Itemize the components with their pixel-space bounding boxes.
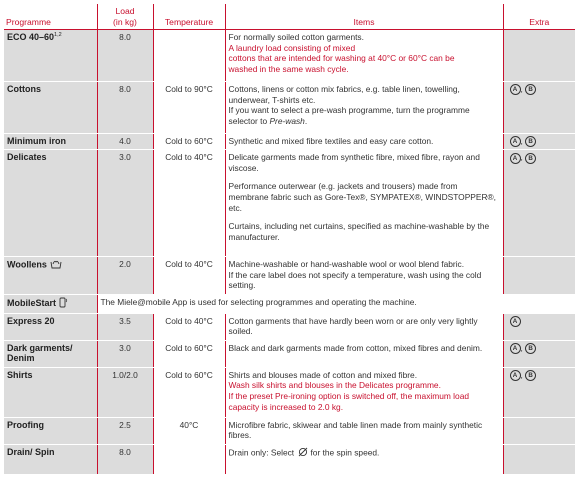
- table-row: [4, 340, 575, 367]
- no-spin-icon: [298, 447, 308, 460]
- items-note: If the preset Pre-ironing option is switched off, the maximum load capacity is increased to 2.0 kg.: [228, 391, 470, 412]
- items-text: The Miele@mobile App is used for selecting programmes and operating the machine.: [97, 295, 575, 314]
- extra-options: [503, 444, 575, 474]
- items-paragraph: Black and dark garments made from cotton, mixed fibres and denim.: [228, 342, 483, 353]
- items-paragraph: Machine-washable or hand-washable wool or wool blend fabric.: [228, 259, 465, 270]
- items-paragraph: Synthetic and mixed fibre textiles and easy care cotton.: [228, 136, 434, 146]
- items-paragraph: For normally soiled cotton garments.: [228, 32, 364, 42]
- load-value: 8.0: [97, 82, 153, 134]
- items-paragraph: Shirts and blouses made of cotton and mixed fibre.: [228, 369, 418, 380]
- header-items: Items: [225, 4, 503, 30]
- temperature-value: Cold to 60°C: [153, 340, 225, 367]
- option-b-icon: B: [525, 343, 536, 354]
- table-row: [4, 257, 575, 295]
- load-value: 3.0: [97, 340, 153, 367]
- temperature-value: 40°C: [153, 417, 225, 444]
- temperature-value: Cold to 60°C: [153, 134, 225, 150]
- programme-name: ECO 40–60$^{1,2}$: [4, 30, 97, 82]
- load-value: 8.0: [97, 30, 153, 82]
- items-paragraph: Cotton garments that have hardly been worn or are only very lightly soiled.: [228, 315, 478, 337]
- table-row: [4, 30, 575, 82]
- header-row: [4, 4, 575, 30]
- items-note: A laundry load consisting of mixed cottons that are intended for washing at 40°C or 60°C can be washed in the same wash cycle.: [228, 42, 455, 74]
- programme-name: Drain/ Spin: [4, 444, 97, 474]
- option-b-icon: B: [525, 84, 536, 95]
- wool-hand-wash-icon: [50, 259, 62, 272]
- smartphone-icon: [59, 297, 68, 311]
- table-row: [4, 417, 575, 444]
- items-paragraph: Microfibre fabric, skiwear and table linen made from mainly synthetic fibres.: [228, 419, 483, 441]
- items-paragraph: Performance outerwear (e.g. jackets and trousers) made from membrane fabric such as Gore-Tex®, SYMPATEX®, WINDSTOPPER®, etc.: [228, 181, 497, 213]
- extra-options: [503, 417, 575, 444]
- load-value: 3.5: [97, 313, 153, 340]
- option-a-icon: A: [510, 84, 521, 95]
- items-note: Wash silk shirts and blouses in the Delicates programme.: [228, 380, 441, 391]
- temperature-value: [153, 444, 225, 474]
- temperature-value: Cold to 90°C: [153, 82, 225, 134]
- footnote-marker: 1,2: [54, 32, 62, 38]
- items-paragraph: If the care label does not specify a temperature, wash using the cold setting.: [228, 269, 482, 291]
- load-value: 3.0: [97, 150, 153, 257]
- temperature-value: [153, 30, 225, 82]
- programme-name: Shirts: [4, 367, 97, 417]
- table-row: [4, 82, 575, 134]
- extra-options: A , B: [503, 150, 575, 257]
- option-b-icon: B: [525, 153, 536, 164]
- load-value: 2.0: [97, 257, 153, 295]
- table-row: [4, 134, 575, 150]
- header-load: Load (in kg): [97, 4, 153, 30]
- items-text: [225, 150, 503, 257]
- programme-name: MobileStart: [4, 295, 97, 314]
- temperature-value: Cold to 60°C: [153, 367, 225, 417]
- table-row: [4, 295, 575, 314]
- temperature-value: Cold to 40°C: [153, 257, 225, 295]
- items-text: [225, 367, 503, 417]
- temperature-value: Cold to 40°C: [153, 313, 225, 340]
- table-row: [4, 444, 575, 474]
- programme-name: Express 20: [4, 313, 97, 340]
- load-value: 1.0/2.0: [97, 367, 153, 417]
- load-value: 4.0: [97, 134, 153, 150]
- items-text: [225, 257, 503, 295]
- programme-name: Delicates: [4, 150, 97, 257]
- items-paragraph: Delicate garments made from synthetic fibre, mixed fibre, rayon and viscose.: [228, 152, 480, 173]
- programme-name: Proofing: [4, 417, 97, 444]
- programme-name: Minimum iron: [4, 134, 97, 150]
- table-row: [4, 313, 575, 340]
- extra-options: A , B: [503, 134, 575, 150]
- option-a-icon: A: [510, 343, 521, 354]
- extra-options: [503, 30, 575, 82]
- option-b-icon: B: [525, 370, 536, 381]
- header-programme: Programme: [4, 4, 97, 30]
- extra-options: A , B: [503, 340, 575, 367]
- load-value: 2.5: [97, 417, 153, 444]
- load-value: 8.0: [97, 444, 153, 474]
- option-a-icon: A: [510, 136, 521, 147]
- programme-name: Dark garments/ Denim: [4, 340, 97, 367]
- option-a-icon: A: [510, 153, 521, 164]
- extra-options: A , B: [503, 82, 575, 134]
- header-extra: Extra: [503, 4, 575, 30]
- option-b-icon: B: [525, 136, 536, 147]
- header-temperature: Temperature: [153, 4, 225, 30]
- items-text: [225, 30, 503, 82]
- table-row: [4, 150, 575, 257]
- option-a-icon: A: [510, 370, 521, 381]
- items-text: [225, 134, 503, 150]
- temperature-value: Cold to 40°C: [153, 150, 225, 257]
- items-paragraph: Cottons, linens or cotton mix fabrics, e.g. table linen, towelling, underwear, T-shirts etc.: [228, 84, 460, 105]
- extra-options: [503, 257, 575, 295]
- items-text: [225, 340, 503, 367]
- table-row: [4, 367, 575, 417]
- items-text: [225, 417, 503, 444]
- items-paragraph: Curtains, including net curtains, specified as machine-washable by the manufacturer.: [228, 221, 490, 242]
- extra-options: [503, 313, 575, 340]
- programme-name: Woollens: [4, 257, 97, 295]
- extra-options: A , B: [503, 367, 575, 417]
- option-a-icon: A: [510, 316, 521, 327]
- programme-name: Cottons: [4, 82, 97, 134]
- items-text: [225, 313, 503, 340]
- programme-table: [4, 4, 575, 475]
- items-text: [225, 82, 503, 134]
- items-text: Drain only: Select for the spin speed.: [225, 444, 503, 474]
- items-paragraph: If you want to select a pre-wash programme, turn the programme selector to Pre-wash.: [228, 105, 470, 126]
